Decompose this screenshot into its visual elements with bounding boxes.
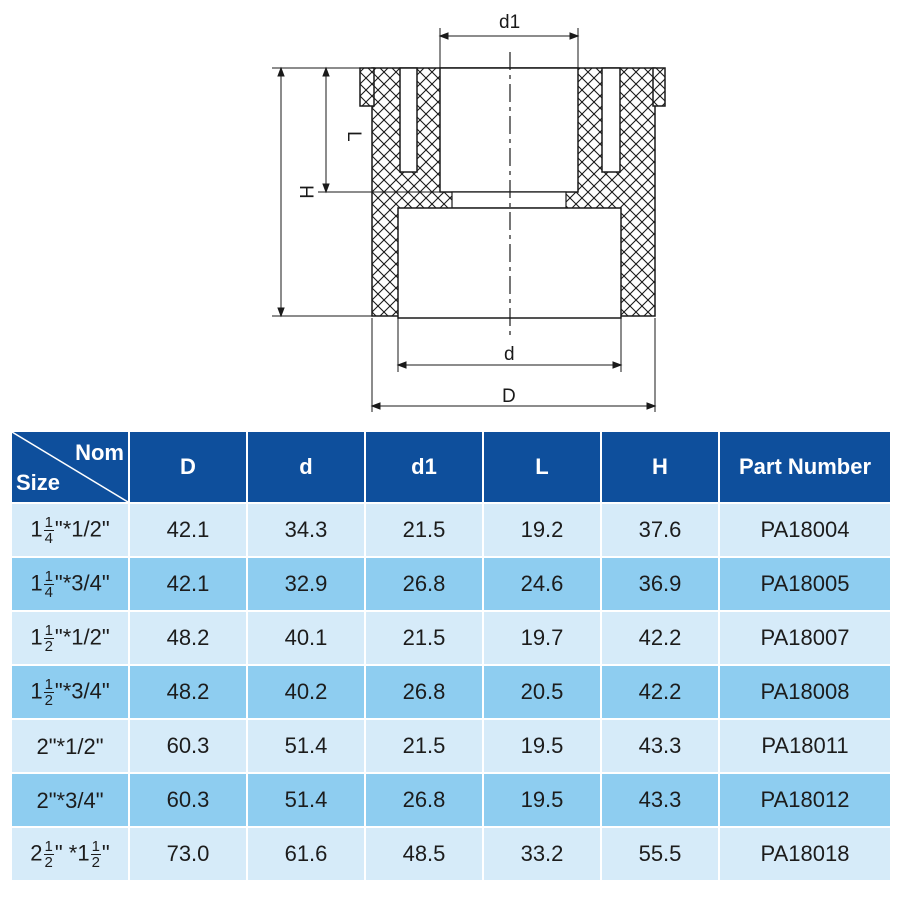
- label-L: L: [343, 131, 364, 142]
- size-text: 2"*1/2": [36, 733, 104, 759]
- cell-H: 36.9: [602, 558, 718, 610]
- size-cell: [12, 828, 128, 880]
- size-cell: [12, 774, 128, 826]
- table-row: [12, 558, 890, 610]
- size-fraction: [44, 569, 54, 600]
- cell-H: 43.3: [602, 774, 718, 826]
- cell-D: 60.3: [130, 720, 246, 772]
- cell-part-number: PA18012: [720, 774, 890, 826]
- table-row: [12, 720, 890, 772]
- cell-d: 32.9: [248, 558, 364, 610]
- cell-H: 43.3: [602, 720, 718, 772]
- fraction-numerator: 1: [44, 837, 53, 855]
- label-H: H: [295, 185, 316, 199]
- fraction-denominator: 2: [44, 853, 53, 871]
- size-whole: 1: [30, 677, 43, 703]
- size-fraction: [44, 623, 54, 654]
- cell-d1: 26.8: [366, 558, 482, 610]
- label-d1: d1: [499, 12, 521, 33]
- cell-part-number: PA18007: [720, 612, 890, 664]
- fraction-denominator: 2: [44, 691, 53, 709]
- reducer-bushing-drawing: [0, 0, 900, 425]
- size-value: [30, 515, 109, 546]
- size-cell: [12, 558, 128, 610]
- cell-L: 19.5: [484, 720, 600, 772]
- size-whole: 1: [30, 515, 43, 541]
- table-row: [12, 774, 890, 826]
- cell-D: 60.3: [130, 774, 246, 826]
- cell-d: 40.1: [248, 612, 364, 664]
- size-cell: [12, 612, 128, 664]
- fraction-numerator: 1: [44, 675, 53, 693]
- size-whole-2: 1: [77, 839, 90, 865]
- cell-part-number: PA18018: [720, 828, 890, 880]
- cell-part-number: PA18004: [720, 504, 890, 556]
- spec-table: [10, 430, 892, 882]
- cell-d1: 21.5: [366, 504, 482, 556]
- size-suffix: "*1/2": [54, 515, 110, 541]
- size-separator: " *: [54, 839, 78, 865]
- size-cell: [12, 504, 128, 556]
- size-whole: 2: [30, 839, 43, 865]
- header-H: H: [602, 432, 718, 502]
- fraction-denominator: 4: [44, 529, 53, 547]
- cell-part-number: PA18008: [720, 666, 890, 718]
- table-row: [12, 504, 890, 556]
- size-fraction: [44, 839, 54, 870]
- cell-H: 42.2: [602, 612, 718, 664]
- size-value: [30, 839, 109, 870]
- size-whole: 1: [30, 569, 43, 595]
- size-fraction: [44, 677, 54, 708]
- size-value: [37, 788, 104, 814]
- cell-L: 24.6: [484, 558, 600, 610]
- header-d: d: [248, 432, 364, 502]
- cell-L: 20.5: [484, 666, 600, 718]
- cell-d1: 26.8: [366, 774, 482, 826]
- cell-part-number: PA18005: [720, 558, 890, 610]
- size-whole: 1: [30, 623, 43, 649]
- label-D: D: [502, 386, 516, 407]
- fraction-denominator: 2: [91, 853, 100, 871]
- size-fraction: [91, 839, 101, 870]
- table-header-row: [12, 432, 890, 502]
- size-suffix: "*3/4": [54, 677, 110, 703]
- cell-d: 40.2: [248, 666, 364, 718]
- header-part-number: Part Number: [720, 432, 890, 502]
- size-fraction: [44, 515, 54, 546]
- fraction-numerator: 1: [44, 513, 53, 531]
- size-text: 2"*3/4": [36, 787, 104, 813]
- size-cell: [12, 720, 128, 772]
- fraction-numerator: 1: [91, 837, 100, 855]
- header-d1: d1: [366, 432, 482, 502]
- label-d: d: [504, 344, 515, 365]
- table-row: [12, 612, 890, 664]
- cell-d: 34.3: [248, 504, 364, 556]
- dimension-d1: [440, 28, 578, 68]
- size-suffix: "*3/4": [54, 569, 110, 595]
- cell-d1: 48.5: [366, 828, 482, 880]
- cell-d1: 26.8: [366, 666, 482, 718]
- cell-H: 55.5: [602, 828, 718, 880]
- cell-d1: 21.5: [366, 612, 482, 664]
- table-row: [12, 828, 890, 880]
- header-D: D: [130, 432, 246, 502]
- header-nom-size: [12, 432, 128, 502]
- cell-L: 33.2: [484, 828, 600, 880]
- cell-L: 19.2: [484, 504, 600, 556]
- size-value: [30, 569, 109, 600]
- cell-d: 61.6: [248, 828, 364, 880]
- cell-L: 19.5: [484, 774, 600, 826]
- header-size: Size: [16, 470, 61, 495]
- cell-part-number: PA18011: [720, 720, 890, 772]
- cell-d1: 21.5: [366, 720, 482, 772]
- size-value: [30, 623, 109, 654]
- size-value: [37, 734, 104, 760]
- cell-d: 51.4: [248, 720, 364, 772]
- fitting-section: [360, 52, 665, 338]
- fraction-numerator: 1: [44, 567, 53, 585]
- cell-D: 42.1: [130, 558, 246, 610]
- size-value: [30, 677, 109, 708]
- cell-D: 48.2: [130, 612, 246, 664]
- cell-H: 37.6: [602, 504, 718, 556]
- header-nom: Nom: [75, 440, 124, 465]
- cell-D: 42.1: [130, 504, 246, 556]
- cell-D: 73.0: [130, 828, 246, 880]
- cell-d: 51.4: [248, 774, 364, 826]
- fraction-denominator: 2: [44, 637, 53, 655]
- header-L: L: [484, 432, 600, 502]
- cell-H: 42.2: [602, 666, 718, 718]
- cell-L: 19.7: [484, 612, 600, 664]
- fraction-numerator: 1: [44, 621, 53, 639]
- size-suffix: "*1/2": [54, 623, 110, 649]
- fraction-denominator: 4: [44, 583, 53, 601]
- size-suffix: ": [101, 839, 110, 865]
- cell-D: 48.2: [130, 666, 246, 718]
- table-row: [12, 666, 890, 718]
- size-cell: [12, 666, 128, 718]
- table-body: [12, 504, 890, 880]
